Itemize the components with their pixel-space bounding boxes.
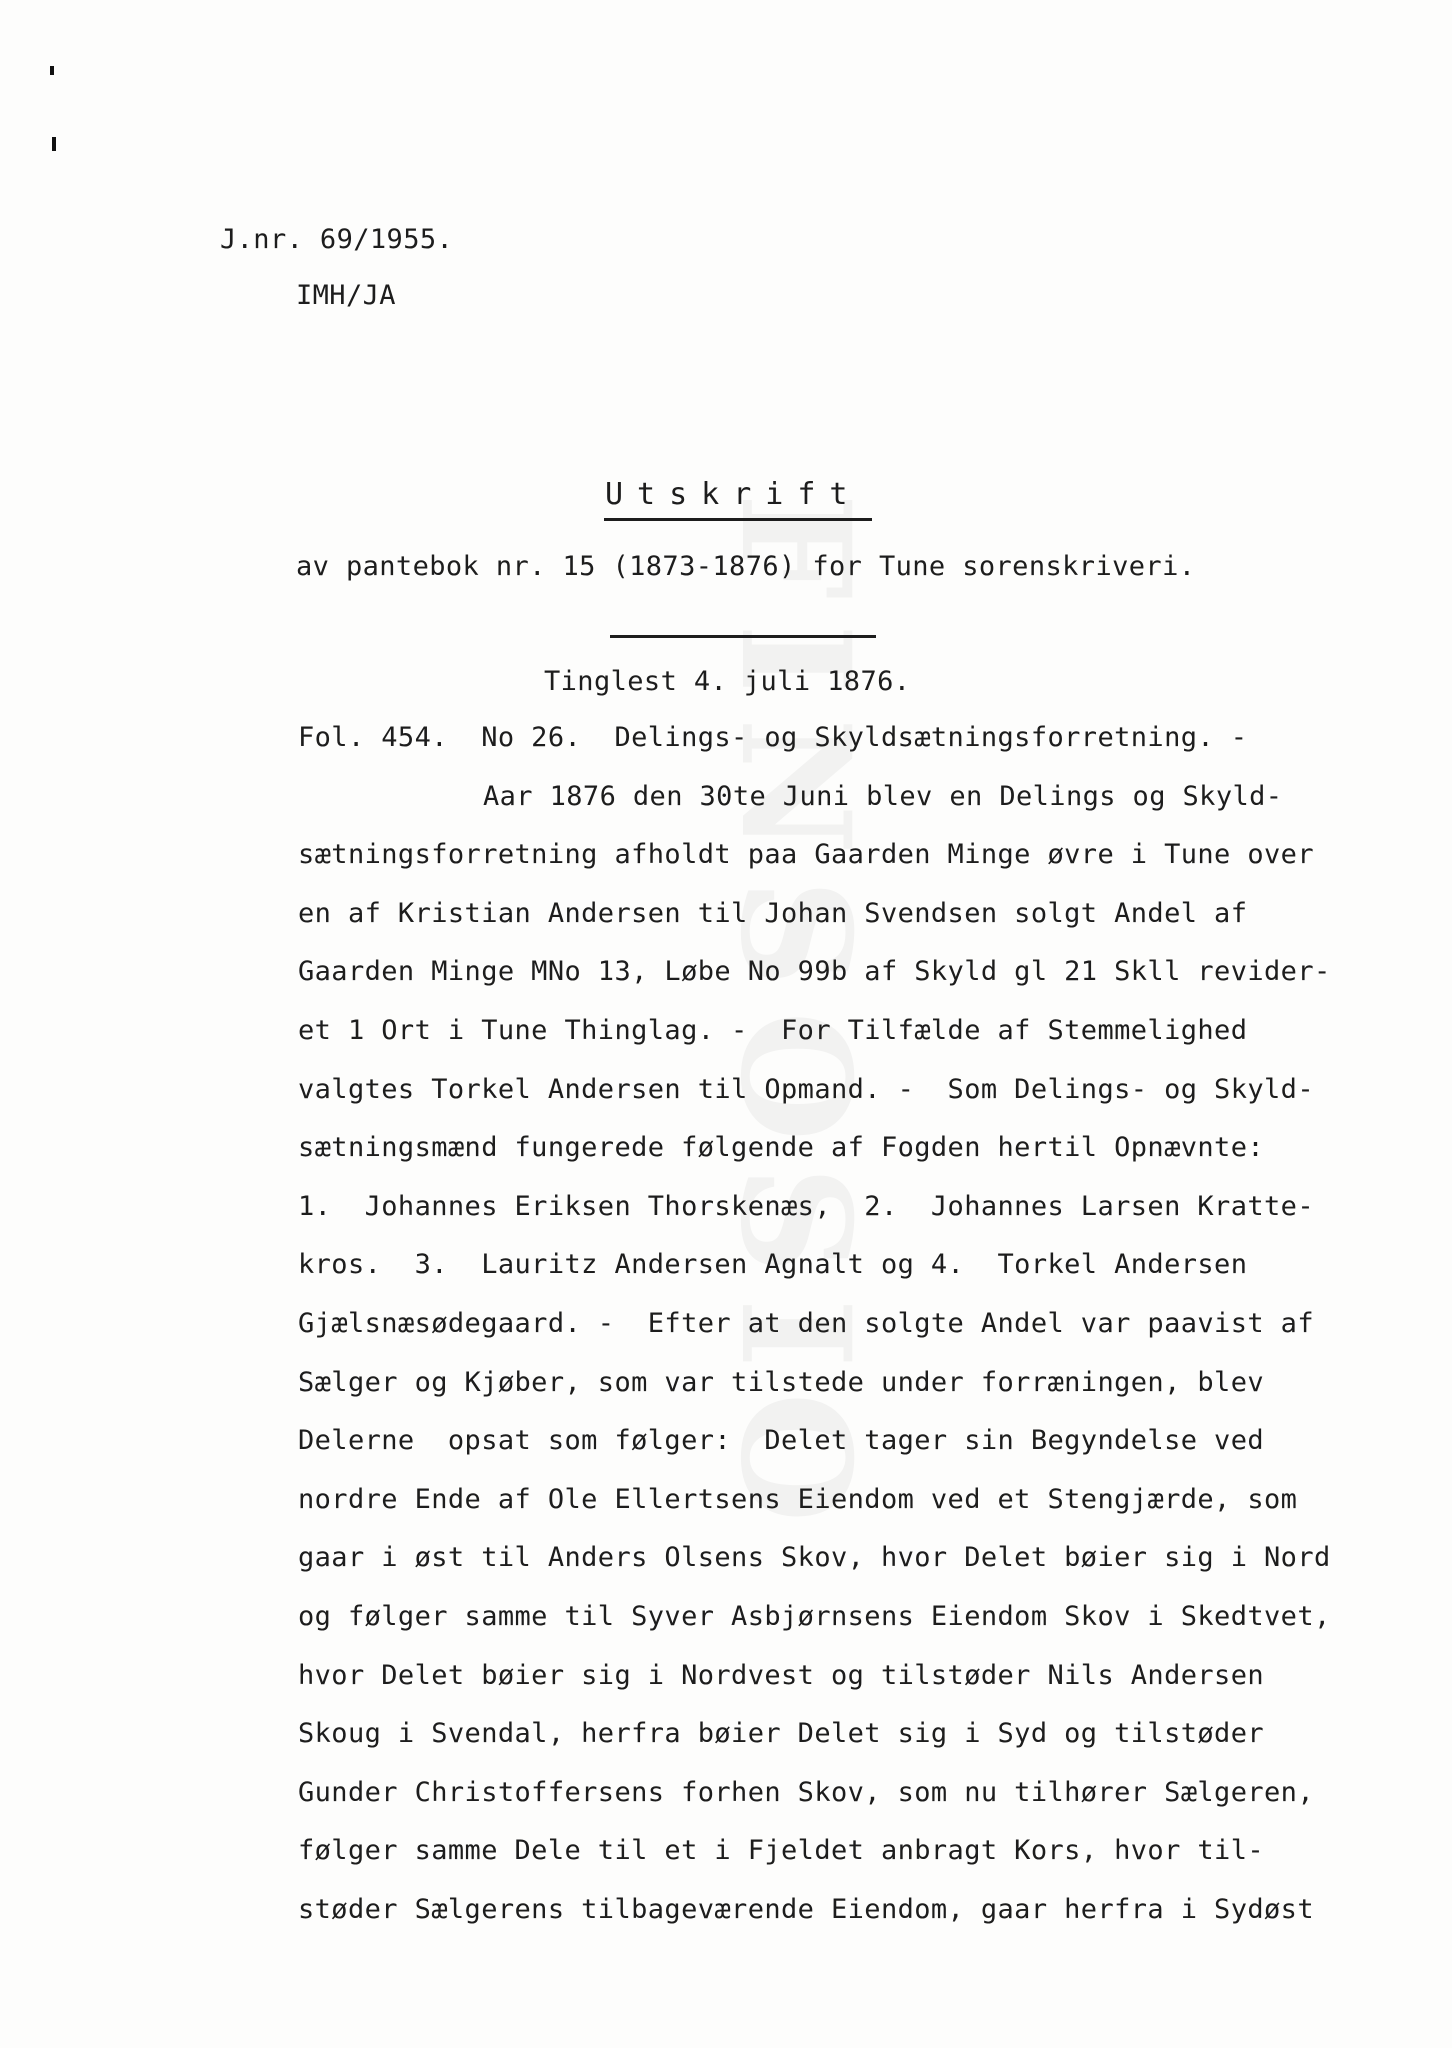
body-line: et 1 Ort i Tune Thinglag. - For Tilfælde af Stemmelighed [298, 1014, 1248, 1046]
scan-edge-mark [52, 137, 56, 151]
document-subtitle: av pantebok nr. 15 (1873-1876) for Tune sorenskriveri. [296, 551, 1196, 582]
body-line: Sælger og Kjøber, som var tilstede under forræningen, blev [298, 1366, 1265, 1398]
journal-reference: J.nr. 69/1955. [220, 224, 454, 255]
body-line: 1. Johannes Eriksen Thorskenæs, 2. Johannes Larsen Kratte- [298, 1190, 1314, 1222]
body-line: Delerne opsat som følger: Delet tager sin Begyndelse ved [298, 1425, 1265, 1457]
body-line: støder Sælgerens tilbageværende Eiendom, gaar herfra i Sydøst [298, 1893, 1314, 1925]
scan-edge-mark [50, 66, 54, 75]
body-line: og følger samme til Syver Asbjørnsens Eiendom Skov i Skedtvet, [298, 1600, 1331, 1632]
body-line: en af Kristian Andersen til Johan Svendsen solgt Andel af [298, 897, 1248, 929]
body-line: Fol. 454. No 26. Delings- og Skyldsætningsforretning. - [298, 722, 1248, 753]
section-divider [610, 635, 876, 638]
registration-date: Tinglest 4. juli 1876. [544, 666, 911, 697]
document-body [298, 722, 1398, 1952]
body-line: Gaarden Minge MNo 13, Løbe No 99b af Skyld gl 21 Skll revider- [298, 956, 1331, 988]
body-line: følger samme Dele til et i Fjeldet anbragt Kors, hvor til- [298, 1835, 1265, 1867]
document-title: Utskrift [605, 477, 862, 512]
body-line: Gjælsnæsødegaard. - Efter at den solgte Andel var paavist af [298, 1307, 1314, 1339]
body-line: valgtes Torkel Andersen til Opmand. - Som Delings- og Skyld- [298, 1073, 1314, 1105]
body-line: Gunder Christoffersens forhen Skov, som nu tilhører Sælgeren, [298, 1776, 1314, 1808]
body-line: Skoug i Svendal, herfra bøier Delet sig i Syd og tilstøder [298, 1718, 1265, 1750]
body-line: nordre Ende af Ole Ellertsens Eiendom ved et Stengjærde, som [298, 1483, 1298, 1515]
body-line: Aar 1876 den 30te Juni blev en Delings og Skyld- [483, 780, 1283, 812]
body-line: hvor Delet bøier sig i Nordvest og tilstøder Nils Andersen [298, 1659, 1265, 1691]
body-line: kros. 3. Lauritz Andersen Agnalt og 4. Torkel Andersen [298, 1249, 1248, 1281]
body-line: sætningsforretning afholdt paa Gaarden Minge øvre i Tune over [298, 839, 1314, 871]
author-initials: IMH/JA [296, 280, 396, 311]
body-line: gaar i øst til Anders Olsens Skov, hvor Delet bøier sig i Nord [298, 1542, 1331, 1574]
body-line: sætningsmænd fungerede følgende af Fogden hertil Opnævnte: [298, 1132, 1265, 1164]
title-underline [604, 518, 872, 521]
